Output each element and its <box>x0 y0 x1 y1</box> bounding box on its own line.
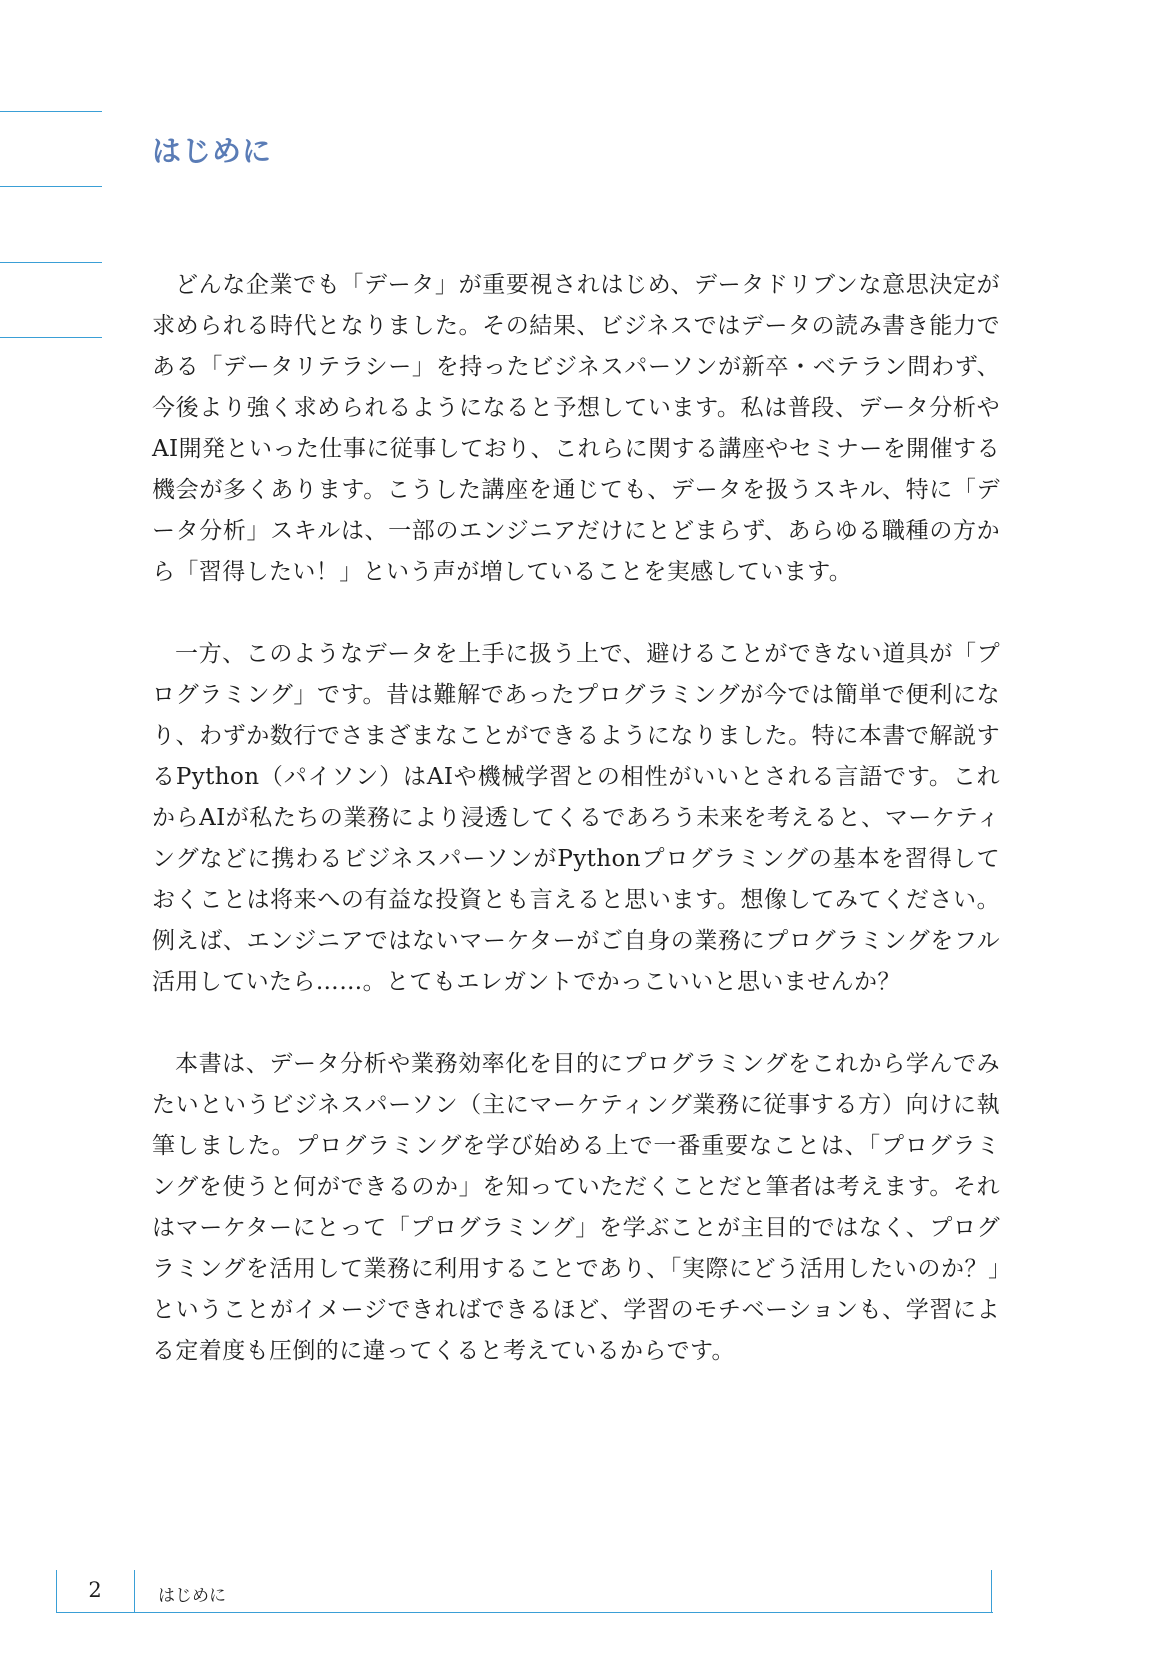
body-text <box>152 265 1000 1372</box>
page-footer <box>0 1570 1165 1620</box>
margin-rule <box>0 337 102 338</box>
footer-divider <box>134 1570 135 1612</box>
page-number: 2 <box>88 1578 102 1602</box>
margin-rule <box>0 111 102 112</box>
paragraph: 一方、このようなデータを上手に扱う上で、避けることができない道具が「プログラミング」です。昔は難解であったプログラミングが今では簡単で便利になり、わずか数行でさまざまなことができるようになりました。特に本書で解説するPython（パイソン）はAIや機械学習との相性がいいとされる言語です。これからAIが私たちの業務により浸透してくるであろう未来を考えると、マーケティングなどに携わるビジネスパーソンがPythonプログラミングの基本を習得しておくことは将来への有益な投資とも言えると思います。想像してみてください。例えば、エンジニアではないマーケターがご自身の業務にプログラミングをフル活用していたら……。とてもエレガントでかっこいいと思いませんか？ <box>152 641 1000 995</box>
paragraph: 本書は、データ分析や業務効率化を目的にプログラミングをこれから学んでみたいというビジネスパーソン（主にマーケティング業務に従事する方）向けに執筆しました。プログラミングを学び始める上で一番重要なことは、「プログラミングを使うと何ができるのか」を知っていただくことだと筆者は考えます。それはマーケターにとって「プログラミング」を学ぶことが主目的ではなく、プログラミングを活用して業務に利用することであり、「実際にどう活用したいのか？」ということがイメージできればできるほど、学習のモチベーションも、学習による定着度も圧倒的に違ってくると考えているからです。 <box>152 1051 1000 1364</box>
paragraph: どんな企業でも「データ」が重要視されはじめ、データドリブンな意思決定が求められる時代となりました。その結果、ビジネスではデータの読み書き能力である「データリテラシー」を持ったビジネスパーソンが新卒・ベテラン問わず、今後より強く求められるようになると予想しています。私は普段、データ分析やAI開発といった仕事に従事しており、これらに関する講座やセミナーを開催する機会が多くあります。こうした講座を通じても、データを扱うスキル、特に「データ分析」スキルは、一部のエンジニアだけにとどまらず、あらゆる職種の方から「習得したい！」という声が増していることを実感しています。 <box>152 272 1000 585</box>
footer-divider <box>991 1570 992 1612</box>
margin-rule <box>0 262 102 263</box>
running-head: はじめに <box>158 1586 226 1606</box>
margin-rule <box>0 186 102 187</box>
footer-rule <box>56 1612 993 1613</box>
chapter-title: はじめに <box>152 134 273 168</box>
